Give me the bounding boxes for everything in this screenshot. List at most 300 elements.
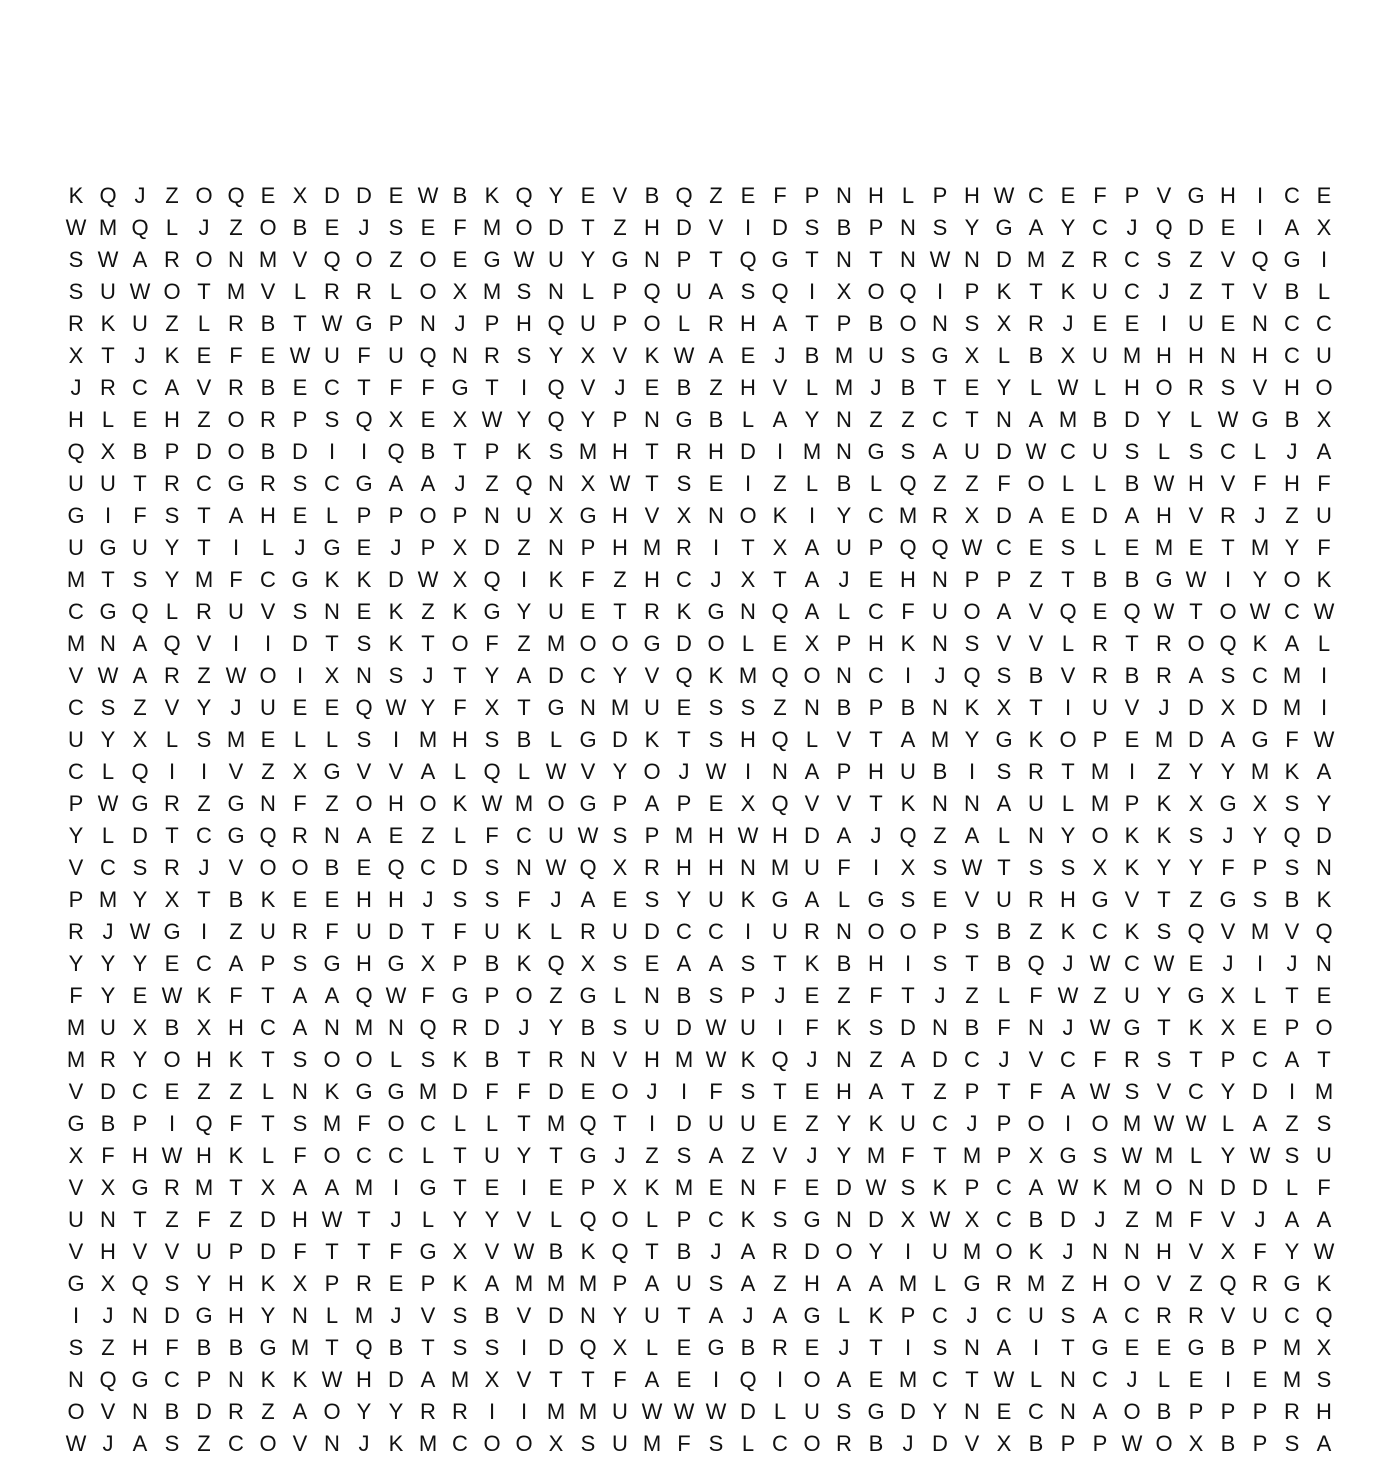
letter-cell[interactable]: J (710, 1239, 722, 1264)
letter-cell[interactable]: P (1220, 1047, 1236, 1072)
letter-cell[interactable]: X (1188, 1431, 1204, 1456)
letter-cell[interactable]: F (133, 503, 147, 528)
letter-cell[interactable]: X (804, 631, 820, 656)
letter-cell[interactable]: S (132, 855, 148, 880)
letter-cell[interactable]: U (1124, 983, 1140, 1008)
letter-cell[interactable]: D (932, 1431, 948, 1456)
letter-cell[interactable]: R (644, 599, 660, 624)
letter-cell[interactable]: G (131, 1367, 149, 1392)
letter-cell[interactable]: X (964, 343, 980, 368)
letter-cell[interactable]: W (129, 919, 151, 944)
letter-cell[interactable]: X (964, 503, 980, 528)
letter-cell[interactable]: M (1154, 1207, 1174, 1232)
letter-cell[interactable]: M (898, 1271, 918, 1296)
letter-cell[interactable]: S (964, 311, 980, 336)
letter-cell[interactable]: G (1091, 887, 1109, 912)
letter-cell[interactable]: R (580, 919, 596, 944)
letter-cell[interactable]: D (1220, 1175, 1236, 1200)
letter-cell[interactable]: X (100, 1175, 116, 1200)
letter-cell[interactable]: X (740, 567, 756, 592)
letter-cell[interactable]: P (676, 791, 692, 816)
letter-cell[interactable]: G (1091, 1335, 1109, 1360)
letter-cell[interactable]: T (645, 1239, 659, 1264)
letter-cell[interactable]: T (133, 1207, 147, 1232)
letter-cell[interactable]: B (516, 727, 532, 752)
letter-cell[interactable]: J (1254, 503, 1266, 528)
letter-cell[interactable]: E (356, 535, 372, 560)
letter-cell[interactable]: C (356, 1143, 372, 1168)
letter-cell[interactable]: H (388, 887, 404, 912)
letter-cell[interactable]: B (420, 439, 436, 464)
letter-cell[interactable]: N (932, 311, 948, 336)
letter-cell[interactable]: A (324, 983, 340, 1008)
letter-cell[interactable]: C (868, 503, 884, 528)
letter-cell[interactable]: R (100, 1047, 116, 1072)
letter-cell[interactable]: L (517, 759, 531, 784)
letter-cell[interactable]: V (1220, 1207, 1236, 1232)
letter-cell[interactable]: N (1060, 1367, 1076, 1392)
letter-cell[interactable]: B (1284, 887, 1300, 912)
letter-cell[interactable]: X (292, 759, 308, 784)
letter-cell[interactable]: Z (613, 567, 627, 592)
letter-cell[interactable]: T (1189, 1047, 1203, 1072)
letter-cell[interactable]: W (385, 983, 407, 1008)
letter-cell[interactable]: P (836, 759, 852, 784)
letter-cell[interactable]: T (197, 535, 211, 560)
letter-cell[interactable]: Q (547, 407, 565, 432)
letter-cell[interactable]: O (355, 791, 373, 816)
letter-cell[interactable]: P (676, 247, 692, 272)
letter-cell[interactable]: Q (739, 1367, 757, 1392)
letter-cell[interactable]: C (1060, 1047, 1076, 1072)
letter-cell[interactable]: U (804, 855, 820, 880)
letter-cell[interactable]: G (227, 791, 245, 816)
letter-cell[interactable]: Z (1029, 567, 1043, 592)
letter-cell[interactable]: G (931, 343, 949, 368)
letter-cell[interactable]: C (1316, 311, 1332, 336)
letter-cell[interactable]: M (354, 1303, 374, 1328)
letter-cell[interactable]: O (195, 183, 213, 208)
letter-cell[interactable]: M (322, 1111, 342, 1136)
letter-cell[interactable]: N (836, 1047, 852, 1072)
letter-cell[interactable]: N (964, 1335, 980, 1360)
letter-cell[interactable]: S (996, 663, 1012, 688)
letter-cell[interactable]: Y (484, 1207, 500, 1232)
letter-cell[interactable]: U (68, 535, 84, 560)
letter-cell[interactable]: Q (899, 471, 917, 496)
letter-cell[interactable]: L (901, 183, 915, 208)
letter-cell[interactable]: E (388, 823, 404, 848)
letter-cell[interactable]: F (229, 567, 243, 592)
letter-cell[interactable]: K (228, 1143, 244, 1168)
letter-cell[interactable]: G (707, 599, 725, 624)
letter-cell[interactable]: V (836, 791, 852, 816)
letter-cell[interactable]: Y (164, 535, 180, 560)
letter-cell[interactable]: Y (388, 1399, 404, 1424)
letter-cell[interactable]: S (356, 727, 372, 752)
letter-cell[interactable]: X (1220, 983, 1236, 1008)
letter-cell[interactable]: Y (964, 727, 980, 752)
letter-cell[interactable]: V (260, 279, 276, 304)
letter-cell[interactable]: I (1064, 695, 1072, 720)
letter-cell[interactable]: O (419, 247, 437, 272)
letter-cell[interactable]: A (996, 599, 1012, 624)
letter-cell[interactable]: P (836, 631, 852, 656)
letter-cell[interactable]: R (164, 855, 180, 880)
letter-cell[interactable]: T (965, 407, 979, 432)
letter-cell[interactable]: G (803, 1303, 821, 1328)
letter-cell[interactable]: P (996, 1111, 1012, 1136)
letter-cell[interactable]: J (550, 887, 562, 912)
letter-cell[interactable]: I (968, 759, 976, 784)
letter-cell[interactable]: G (707, 1335, 725, 1360)
letter-cell[interactable]: L (997, 343, 1011, 368)
letter-cell[interactable]: G (483, 247, 501, 272)
letter-cell[interactable]: V (1220, 919, 1236, 944)
letter-cell[interactable]: I (904, 1239, 912, 1264)
letter-cell[interactable]: M (258, 247, 278, 272)
letter-cell[interactable]: I (520, 567, 528, 592)
letter-cell[interactable]: W (673, 343, 695, 368)
letter-cell[interactable]: G (99, 535, 117, 560)
letter-cell[interactable]: G (643, 631, 661, 656)
letter-cell[interactable]: R (772, 1335, 788, 1360)
letter-cell[interactable]: L (261, 1079, 275, 1104)
letter-cell[interactable]: M (962, 1239, 982, 1264)
letter-cell[interactable]: X (1188, 791, 1204, 816)
letter-cell[interactable]: A (804, 535, 820, 560)
letter-cell[interactable]: B (1028, 663, 1044, 688)
letter-cell[interactable]: T (1221, 279, 1235, 304)
letter-cell[interactable]: J (422, 663, 434, 688)
letter-cell[interactable]: U (260, 695, 276, 720)
letter-cell[interactable]: G (1187, 983, 1205, 1008)
letter-cell[interactable]: I (1224, 567, 1232, 592)
letter-cell[interactable]: T (869, 1335, 883, 1360)
letter-cell[interactable]: Y (612, 1303, 628, 1328)
letter-cell[interactable]: G (99, 599, 117, 624)
letter-cell[interactable]: I (520, 1175, 528, 1200)
letter-cell[interactable]: M (578, 1271, 598, 1296)
letter-cell[interactable]: V (612, 1047, 628, 1072)
letter-cell[interactable]: L (101, 759, 115, 784)
letter-cell[interactable]: J (806, 1047, 818, 1072)
letter-cell[interactable]: X (68, 1143, 84, 1168)
letter-cell[interactable]: W (97, 791, 119, 816)
letter-cell[interactable]: D (676, 215, 692, 240)
letter-cell[interactable]: W (417, 567, 439, 592)
letter-cell[interactable]: J (390, 1207, 402, 1232)
letter-cell[interactable]: H (1188, 471, 1204, 496)
letter-cell[interactable]: U (1316, 1143, 1332, 1168)
letter-cell[interactable]: D (932, 1047, 948, 1072)
letter-cell[interactable]: Y (196, 695, 212, 720)
letter-cell[interactable]: A (356, 823, 372, 848)
letter-cell[interactable]: F (997, 1015, 1011, 1040)
letter-cell[interactable]: Z (709, 375, 723, 400)
letter-cell[interactable]: R (996, 1271, 1012, 1296)
letter-cell[interactable]: C (996, 535, 1012, 560)
letter-cell[interactable]: L (261, 1143, 275, 1168)
letter-cell[interactable]: F (357, 343, 371, 368)
letter-cell[interactable]: E (708, 471, 724, 496)
letter-cell[interactable]: A (868, 1271, 884, 1296)
letter-cell[interactable]: L (549, 727, 563, 752)
letter-cell[interactable]: A (836, 1367, 852, 1392)
letter-cell[interactable]: P (356, 503, 372, 528)
letter-cell[interactable]: M (1090, 791, 1110, 816)
letter-cell[interactable]: Q (771, 1047, 789, 1072)
letter-cell[interactable]: K (996, 279, 1012, 304)
letter-cell[interactable]: H (708, 439, 724, 464)
letter-cell[interactable]: T (1317, 1047, 1331, 1072)
letter-cell[interactable]: H (708, 855, 724, 880)
letter-cell[interactable]: S (708, 1271, 724, 1296)
letter-cell[interactable]: D (100, 1079, 116, 1104)
letter-cell[interactable]: S (516, 343, 532, 368)
letter-cell[interactable]: B (932, 759, 948, 784)
letter-cell[interactable]: E (708, 791, 724, 816)
letter-cell[interactable]: Z (165, 1207, 179, 1232)
letter-cell[interactable]: P (612, 311, 628, 336)
letter-cell[interactable]: Z (1189, 247, 1203, 272)
letter-cell[interactable]: E (996, 1399, 1012, 1424)
letter-cell[interactable]: E (388, 1271, 404, 1296)
letter-cell[interactable]: C (132, 1079, 148, 1104)
letter-cell[interactable]: C (196, 951, 212, 976)
letter-cell[interactable]: S (1284, 855, 1300, 880)
letter-cell[interactable]: K (580, 1239, 596, 1264)
letter-cell[interactable]: W (1121, 1143, 1143, 1168)
letter-cell[interactable]: N (324, 823, 340, 848)
letter-cell[interactable]: S (676, 1143, 692, 1168)
letter-cell[interactable]: P (484, 439, 500, 464)
letter-cell[interactable]: B (548, 1239, 564, 1264)
letter-cell[interactable]: T (101, 343, 115, 368)
letter-cell[interactable]: V (964, 887, 980, 912)
letter-cell[interactable]: B (484, 1047, 500, 1072)
letter-cell[interactable]: N (836, 919, 852, 944)
letter-cell[interactable]: D (676, 631, 692, 656)
letter-cell[interactable]: P (868, 535, 884, 560)
letter-cell[interactable]: F (389, 1239, 403, 1264)
letter-cell[interactable]: W (321, 311, 343, 336)
letter-cell[interactable]: J (1286, 951, 1298, 976)
letter-cell[interactable]: F (1253, 471, 1267, 496)
letter-cell[interactable]: S (580, 1431, 596, 1456)
letter-cell[interactable]: H (836, 1079, 852, 1104)
letter-cell[interactable]: E (804, 1335, 820, 1360)
letter-cell[interactable]: O (355, 1047, 373, 1072)
letter-cell[interactable]: V (1188, 1239, 1204, 1264)
letter-cell[interactable]: Z (421, 599, 435, 624)
letter-cell[interactable]: U (708, 887, 724, 912)
letter-cell[interactable]: N (836, 1207, 852, 1232)
letter-cell[interactable]: O (483, 1431, 501, 1456)
letter-cell[interactable]: W (289, 343, 311, 368)
letter-cell[interactable]: A (964, 823, 980, 848)
letter-cell[interactable]: Q (1283, 823, 1301, 848)
letter-cell[interactable]: N (260, 791, 276, 816)
letter-cell[interactable]: F (165, 1335, 179, 1360)
letter-cell[interactable]: Q (1187, 919, 1205, 944)
letter-cell[interactable]: Z (869, 407, 883, 432)
letter-cell[interactable]: Y (1060, 215, 1076, 240)
letter-cell[interactable]: B (900, 375, 916, 400)
letter-cell[interactable]: U (484, 919, 500, 944)
letter-cell[interactable]: W (65, 215, 87, 240)
letter-cell[interactable]: X (100, 1271, 116, 1296)
letter-cell[interactable]: U (548, 599, 564, 624)
letter-cell[interactable]: J (646, 1079, 658, 1104)
letter-cell[interactable]: J (966, 1303, 978, 1328)
letter-cell[interactable]: H (612, 535, 628, 560)
letter-cell[interactable]: D (996, 247, 1012, 272)
letter-cell[interactable]: X (580, 471, 596, 496)
letter-cell[interactable]: X (900, 855, 916, 880)
letter-cell[interactable]: S (1188, 439, 1204, 464)
letter-cell[interactable]: E (1188, 1367, 1204, 1392)
letter-cell[interactable]: B (708, 407, 724, 432)
letter-cell[interactable]: D (1252, 1079, 1268, 1104)
letter-cell[interactable]: L (293, 727, 307, 752)
letter-cell[interactable]: P (612, 1271, 628, 1296)
letter-cell[interactable]: E (964, 375, 980, 400)
letter-cell[interactable]: Q (1251, 247, 1269, 272)
letter-cell[interactable]: Z (517, 631, 531, 656)
letter-cell[interactable]: U (580, 311, 596, 336)
letter-cell[interactable]: S (196, 727, 212, 752)
letter-cell[interactable]: L (549, 919, 563, 944)
letter-cell[interactable]: W (1313, 599, 1335, 624)
letter-cell[interactable]: K (260, 1367, 276, 1392)
letter-cell[interactable]: Q (355, 1335, 373, 1360)
letter-cell[interactable]: G (579, 983, 597, 1008)
letter-cell[interactable]: N (804, 695, 820, 720)
letter-cell[interactable]: O (579, 631, 597, 656)
letter-cell[interactable]: A (420, 1367, 436, 1392)
letter-cell[interactable]: V (196, 631, 212, 656)
letter-cell[interactable]: W (513, 247, 535, 272)
letter-cell[interactable]: V (772, 1143, 788, 1168)
letter-cell[interactable]: J (358, 215, 370, 240)
letter-cell[interactable]: Z (741, 1143, 755, 1168)
letter-cell[interactable]: F (197, 1207, 211, 1232)
letter-cell[interactable]: Y (868, 1239, 884, 1264)
letter-cell[interactable]: G (67, 1111, 85, 1136)
letter-cell[interactable]: U (644, 695, 660, 720)
letter-cell[interactable]: P (964, 567, 980, 592)
letter-cell[interactable]: E (868, 567, 884, 592)
letter-cell[interactable]: X (676, 503, 692, 528)
letter-cell[interactable]: X (996, 311, 1012, 336)
letter-cell[interactable]: A (1092, 1399, 1108, 1424)
letter-cell[interactable]: L (1093, 535, 1107, 560)
letter-cell[interactable]: K (676, 599, 692, 624)
letter-cell[interactable]: L (613, 983, 627, 1008)
letter-cell[interactable]: Q (771, 663, 789, 688)
letter-cell[interactable]: I (1064, 1111, 1072, 1136)
letter-cell[interactable]: A (1188, 663, 1204, 688)
letter-cell[interactable]: I (776, 1015, 784, 1040)
letter-cell[interactable]: S (1316, 1367, 1332, 1392)
letter-cell[interactable]: S (484, 887, 500, 912)
letter-cell[interactable]: A (676, 951, 692, 976)
letter-cell[interactable]: F (357, 1111, 371, 1136)
letter-cell[interactable]: A (1028, 215, 1044, 240)
letter-cell[interactable]: A (516, 663, 532, 688)
letter-cell[interactable]: Y (548, 343, 564, 368)
letter-cell[interactable]: M (770, 855, 790, 880)
letter-cell[interactable]: M (1154, 535, 1174, 560)
letter-cell[interactable]: P (132, 1111, 148, 1136)
letter-cell[interactable]: J (1094, 1207, 1106, 1232)
letter-cell[interactable]: I (520, 1399, 528, 1424)
letter-cell[interactable]: H (804, 1271, 820, 1296)
letter-cell[interactable]: D (548, 1303, 564, 1328)
letter-cell[interactable]: X (484, 695, 500, 720)
letter-cell[interactable]: J (198, 855, 210, 880)
letter-cell[interactable]: R (1124, 1047, 1140, 1072)
letter-cell[interactable]: T (261, 1111, 275, 1136)
letter-cell[interactable]: H (868, 183, 884, 208)
letter-cell[interactable]: W (865, 1175, 887, 1200)
letter-cell[interactable]: K (516, 951, 532, 976)
letter-cell[interactable]: S (484, 1335, 500, 1360)
letter-cell[interactable]: X (420, 951, 436, 976)
letter-cell[interactable]: M (1122, 1111, 1142, 1136)
letter-cell[interactable]: S (612, 1015, 628, 1040)
letter-cell[interactable]: S (484, 855, 500, 880)
letter-cell[interactable]: T (197, 887, 211, 912)
letter-cell[interactable]: V (292, 1431, 308, 1456)
letter-cell[interactable]: D (900, 1015, 916, 1040)
letter-cell[interactable]: O (611, 631, 629, 656)
letter-cell[interactable]: J (774, 343, 786, 368)
letter-cell[interactable]: I (1160, 311, 1168, 336)
letter-cell[interactable]: B (1220, 1335, 1236, 1360)
letter-cell[interactable]: N (132, 1399, 148, 1424)
letter-cell[interactable]: M (1122, 343, 1142, 368)
letter-cell[interactable]: S (708, 1431, 724, 1456)
letter-cell[interactable]: B (1028, 1207, 1044, 1232)
letter-cell[interactable]: V (356, 759, 372, 784)
letter-cell[interactable]: N (580, 695, 596, 720)
letter-cell[interactable]: Q (99, 183, 117, 208)
letter-cell[interactable]: Z (165, 311, 179, 336)
letter-cell[interactable]: D (388, 567, 404, 592)
letter-cell[interactable]: P (612, 407, 628, 432)
letter-cell[interactable]: H (68, 407, 84, 432)
letter-cell[interactable]: T (357, 1239, 371, 1264)
letter-cell[interactable]: D (804, 1239, 820, 1264)
letter-cell[interactable]: G (1123, 1015, 1141, 1040)
letter-cell[interactable]: T (1125, 631, 1139, 656)
letter-cell[interactable]: X (964, 1207, 980, 1232)
letter-cell[interactable]: N (1124, 1239, 1140, 1264)
letter-cell[interactable]: J (102, 1431, 114, 1456)
letter-cell[interactable]: L (805, 375, 819, 400)
letter-cell[interactable]: Z (709, 183, 723, 208)
letter-cell[interactable]: Z (901, 407, 915, 432)
letter-cell[interactable]: V (196, 375, 212, 400)
letter-cell[interactable]: B (228, 887, 244, 912)
letter-cell[interactable]: Z (165, 183, 179, 208)
letter-cell[interactable]: X (132, 1015, 148, 1040)
letter-cell[interactable]: N (740, 1175, 756, 1200)
letter-cell[interactable]: E (1028, 535, 1044, 560)
letter-cell[interactable]: T (869, 727, 883, 752)
